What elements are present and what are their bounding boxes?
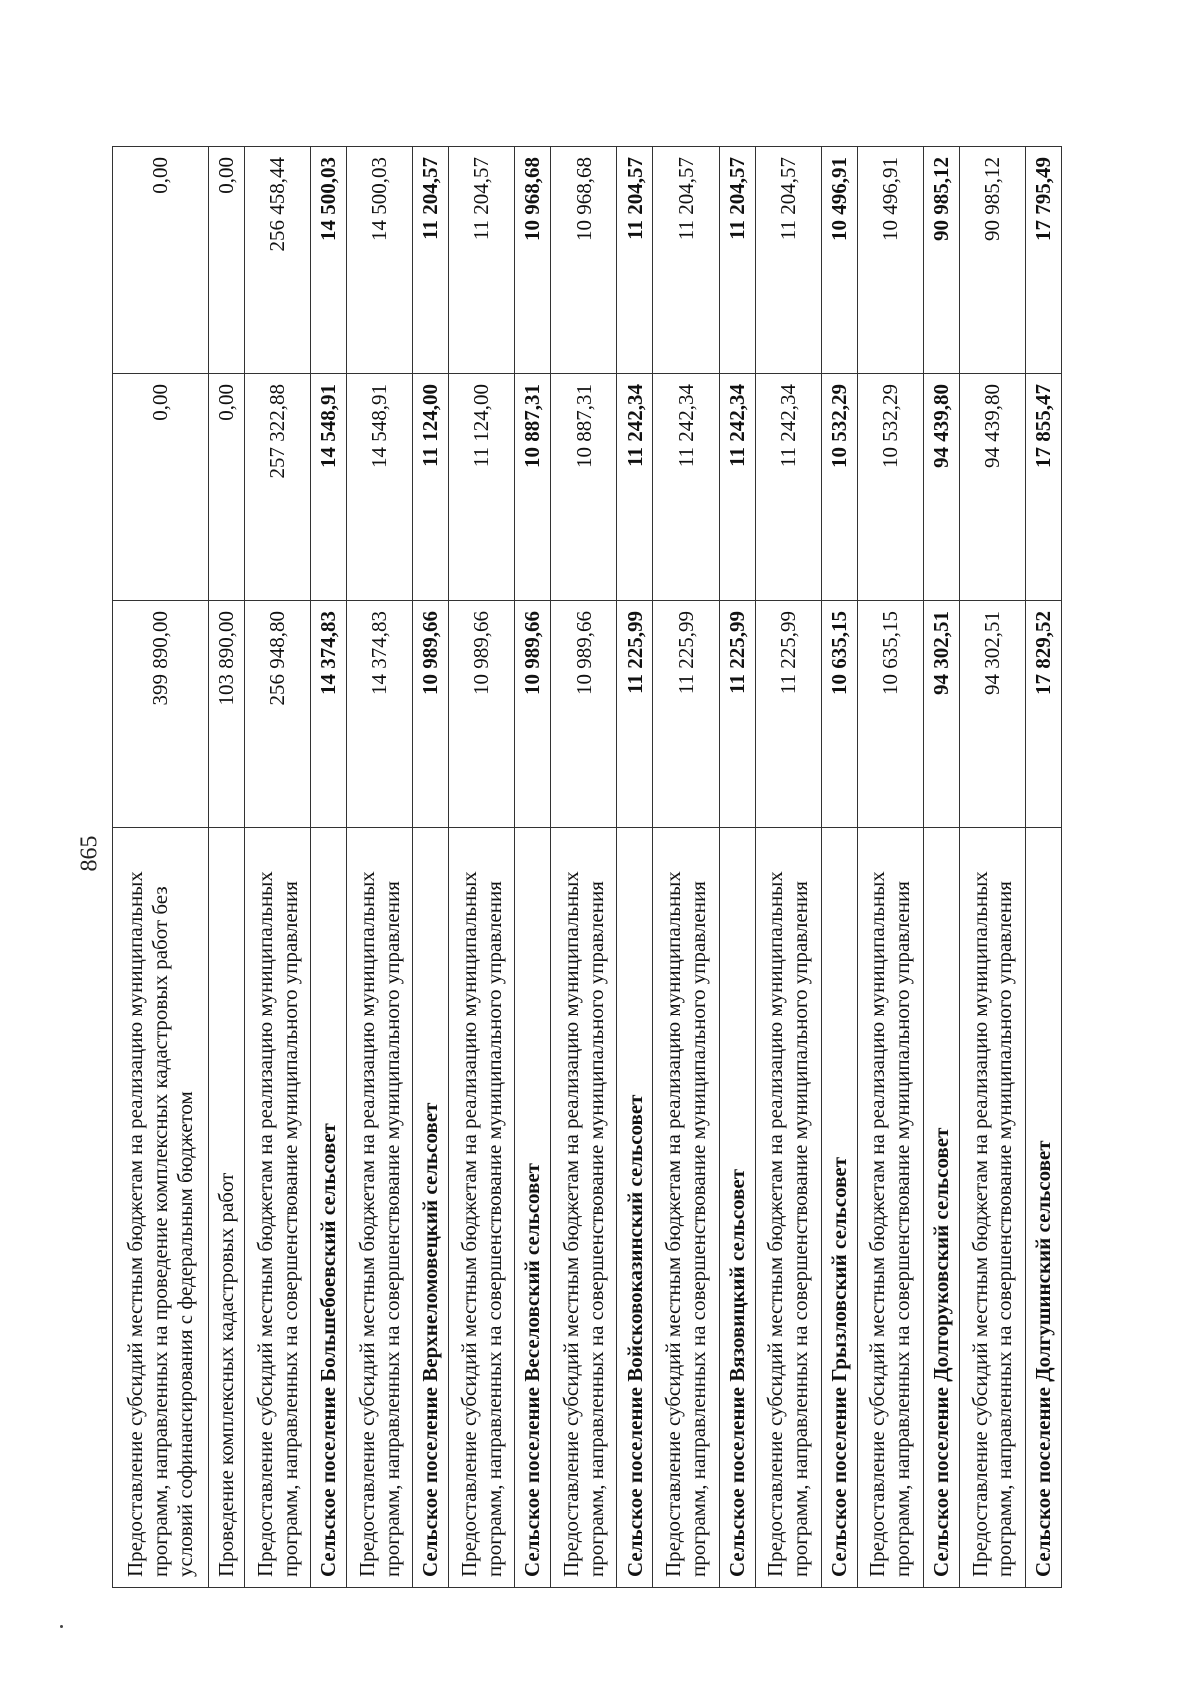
row-value-1: 10 989,66 xyxy=(551,601,617,828)
row-value-3: 10 496,91 xyxy=(821,147,857,374)
scan-speck xyxy=(60,1625,63,1628)
row-value-1: 10 989,66 xyxy=(413,601,449,828)
row-description: Предоставление субсидий местным бюджетам на реализацию муниципальных программ, направленных на совершенствование муниципального управления xyxy=(755,828,821,1588)
row-value-1: 10 989,66 xyxy=(449,601,515,828)
row-value-2: 11 242,34 xyxy=(755,374,821,601)
row-value-1: 256 948,80 xyxy=(245,601,311,828)
row-value-1: 17 829,52 xyxy=(1025,601,1061,828)
row-value-2: 14 548,91 xyxy=(347,374,413,601)
row-value-3: 10 496,91 xyxy=(857,147,923,374)
row-value-1: 11 225,99 xyxy=(653,601,719,828)
table-row xyxy=(245,147,311,1588)
row-value-3: 256 458,44 xyxy=(245,147,311,374)
table-row xyxy=(209,147,245,1588)
table-row xyxy=(857,147,923,1588)
row-value-3: 11 204,57 xyxy=(653,147,719,374)
row-description: Предоставление субсидий местным бюджетам на реализацию муниципальных программ, направленных на совершенствование муниципального управления xyxy=(653,828,719,1588)
row-value-1: 10 635,15 xyxy=(857,601,923,828)
row-value-1: 14 374,83 xyxy=(311,601,347,828)
settlement-row xyxy=(719,147,755,1588)
row-value-2: 94 439,80 xyxy=(959,374,1025,601)
row-description: Сельское поселение Долгушинский сельсовет xyxy=(1025,828,1061,1588)
row-value-3: 11 204,57 xyxy=(449,147,515,374)
row-value-2: 10 532,29 xyxy=(821,374,857,601)
row-value-2: 14 548,91 xyxy=(311,374,347,601)
row-value-3: 90 985,12 xyxy=(959,147,1025,374)
row-value-1: 94 302,51 xyxy=(959,601,1025,828)
row-value-3: 11 204,57 xyxy=(413,147,449,374)
row-value-2: 11 124,00 xyxy=(449,374,515,601)
row-description: Предоставление субсидий местным бюджетам на реализацию муниципальных программ, направленных на совершенствование муниципального управления xyxy=(551,828,617,1588)
row-value-3: 17 795,49 xyxy=(1025,147,1061,374)
settlement-row xyxy=(923,147,959,1588)
row-value-1: 11 225,99 xyxy=(755,601,821,828)
table-row xyxy=(449,147,515,1588)
settlement-row xyxy=(617,147,653,1588)
row-description: Сельское поселение Веселовский сельсовет xyxy=(515,828,551,1588)
row-value-3: 10 968,68 xyxy=(551,147,617,374)
table-row xyxy=(755,147,821,1588)
row-description: Предоставление субсидий местным бюджетам на реализацию муниципальных программ, направленных на совершенствование муниципального управления xyxy=(449,828,515,1588)
row-description: Сельское поселение Грызловский сельсовет xyxy=(821,828,857,1588)
row-value-2: 94 439,80 xyxy=(923,374,959,601)
row-value-2: 10 532,29 xyxy=(857,374,923,601)
row-value-2: 0,00 xyxy=(209,374,245,601)
budget-table-body xyxy=(113,147,1062,1588)
settlement-row xyxy=(821,147,857,1588)
row-value-1: 94 302,51 xyxy=(923,601,959,828)
row-description: Сельское поселение Вязовицкий сельсовет xyxy=(719,828,755,1588)
row-description: Предоставление субсидий местным бюджетам на реализацию муниципальных программ, направленных на совершенствование муниципального управления xyxy=(959,828,1025,1588)
row-description: Предоставление субсидий местным бюджетам на реализацию муниципальных программ, направленных на совершенствование муниципального управления xyxy=(347,828,413,1588)
row-value-3: 14 500,03 xyxy=(347,147,413,374)
row-value-2: 11 242,34 xyxy=(617,374,653,601)
row-value-1: 10 635,15 xyxy=(821,601,857,828)
table-row xyxy=(959,147,1025,1588)
row-value-3: 10 968,68 xyxy=(515,147,551,374)
row-value-3: 14 500,03 xyxy=(311,147,347,374)
row-value-2: 0,00 xyxy=(113,374,209,601)
rotated-table-wrapper xyxy=(112,148,1062,1588)
row-value-2: 10 887,31 xyxy=(551,374,617,601)
table-row xyxy=(347,147,413,1588)
row-value-3: 0,00 xyxy=(113,147,209,374)
row-value-3: 11 204,57 xyxy=(755,147,821,374)
row-description: Предоставление субсидий местным бюджетам на реализацию муниципальных программ, направленных на совершенствование муниципального управления xyxy=(245,828,311,1588)
row-value-2: 11 242,34 xyxy=(653,374,719,601)
row-value-2: 11 242,34 xyxy=(719,374,755,601)
settlement-row xyxy=(515,147,551,1588)
page-number: 865 xyxy=(76,835,103,872)
row-description: Сельское поселение Верхнеломовецкий сельсовет xyxy=(413,828,449,1588)
row-description: Сельское поселение Долгоруковский сельсовет xyxy=(923,828,959,1588)
row-description: Предоставление субсидий местным бюджетам на реализацию муниципальных программ, направленных на совершенствование муниципального управления xyxy=(857,828,923,1588)
row-value-3: 11 204,57 xyxy=(617,147,653,374)
row-value-2: 10 887,31 xyxy=(515,374,551,601)
row-value-1: 11 225,99 xyxy=(719,601,755,828)
row-description: Проведение комплексных кадастровых работ xyxy=(209,828,245,1588)
settlement-row xyxy=(1025,147,1061,1588)
table-row xyxy=(551,147,617,1588)
budget-table xyxy=(112,146,1062,1588)
row-value-3: 90 985,12 xyxy=(923,147,959,374)
table-row xyxy=(653,147,719,1588)
settlement-row xyxy=(311,147,347,1588)
row-value-1: 14 374,83 xyxy=(347,601,413,828)
row-value-3: 0,00 xyxy=(209,147,245,374)
row-value-1: 11 225,99 xyxy=(617,601,653,828)
row-value-2: 257 322,88 xyxy=(245,374,311,601)
row-value-1: 10 989,66 xyxy=(515,601,551,828)
row-value-1: 399 890,00 xyxy=(113,601,209,828)
settlement-row xyxy=(413,147,449,1588)
table-row xyxy=(113,147,209,1588)
row-value-1: 103 890,00 xyxy=(209,601,245,828)
row-description: Предоставление субсидий местным бюджетам на реализацию муниципальных программ, направленных на проведение комплексных кадастровых работ без условий софинансирования с федеральным бюджетом xyxy=(113,828,209,1588)
row-value-2: 11 124,00 xyxy=(413,374,449,601)
row-value-3: 11 204,57 xyxy=(719,147,755,374)
row-value-2: 17 855,47 xyxy=(1025,374,1061,601)
row-description: Сельское поселение Большебоевский сельсовет xyxy=(311,828,347,1588)
row-description: Сельское поселение Войсковоказинский сельсовет xyxy=(617,828,653,1588)
